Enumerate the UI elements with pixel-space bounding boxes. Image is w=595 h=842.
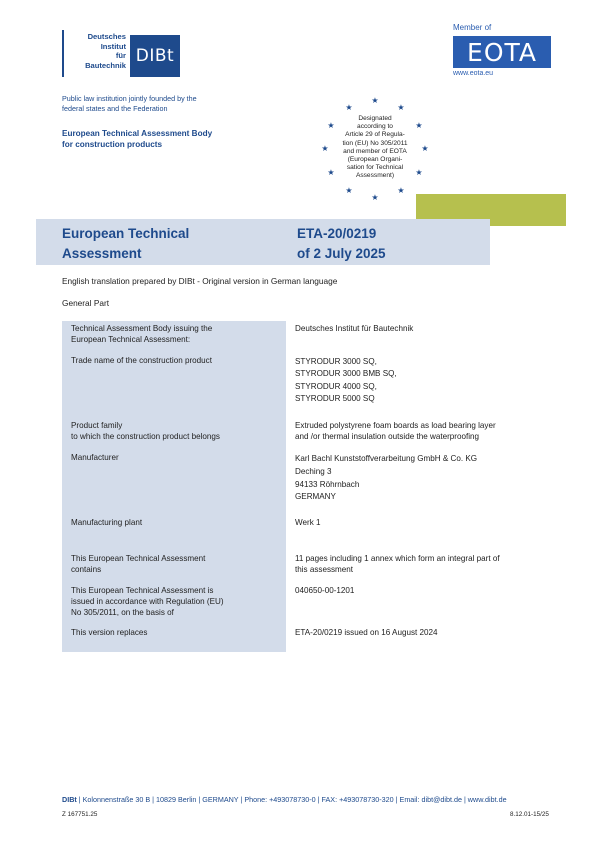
dibt-logo-bar [62, 30, 64, 77]
star-icon: ★ [327, 168, 335, 177]
designation-line: Assessment) [355, 172, 395, 180]
row-value-line: GERMANY [295, 492, 336, 502]
dibt-name-line: Bautechnik [85, 60, 126, 70]
row-value-line: ETA-20/0219 issued on 16 August 2024 [295, 628, 438, 637]
row-value-line: 94133 Röhrnbach [295, 479, 360, 489]
institution-line: Public law institution jointly founded by the [62, 94, 197, 103]
star-icon: ★ [345, 186, 353, 195]
eota-url: www.eota.eu [453, 70, 494, 77]
row-value-line: 040650-00-1201 [295, 586, 355, 595]
star-icon: ★ [327, 121, 335, 130]
row-label-line: Manufacturer [71, 453, 119, 462]
star-icon: ★ [371, 193, 379, 202]
star-icon: ★ [421, 144, 429, 153]
row-value-line: STYRODUR 5000 SQ [295, 393, 375, 403]
row-value [295, 453, 570, 504]
row-value [295, 356, 570, 405]
designation-line: Designated [358, 115, 392, 122]
star-icon: ★ [415, 168, 423, 177]
footer-address [62, 795, 553, 804]
designation-line: according to [357, 123, 393, 131]
eta-number: ETA-20/0219 [297, 226, 377, 241]
section-label: General Part [62, 298, 110, 308]
row-value-line: 11 pages including 1 annex which form an integral part of [295, 554, 500, 563]
star-icon: ★ [321, 144, 329, 153]
eota-member-label: Member of [453, 23, 492, 32]
eota-logo-mark: EOTA [453, 36, 551, 68]
row-label-line: Manufacturing plant [71, 518, 143, 527]
star-icon: ★ [345, 103, 353, 112]
dibt-logo-mark: DIBt [130, 35, 180, 77]
dibt-name-line: Deutsches [87, 32, 126, 41]
row-label [71, 628, 281, 639]
row-label-line: This version replaces [71, 628, 148, 637]
row-label-line: Product family [71, 421, 123, 430]
row-label-line: European Technical Assessment: [71, 334, 191, 344]
designation-line: sation for Technical [346, 164, 404, 172]
star-icon: ★ [397, 186, 405, 195]
document-code-right: 8.12.01-15/25 [510, 811, 549, 818]
row-label-line: This European Technical Assessment [71, 554, 206, 563]
eta-number-title [297, 224, 386, 264]
star-icon: ★ [415, 121, 423, 130]
institution-line: federal states and the Federation [62, 104, 168, 113]
document-code-left: Z 167751.25 [62, 811, 98, 818]
designation-text [333, 115, 417, 181]
row-label [71, 421, 281, 443]
row-value-line: Deching 3 [295, 466, 332, 476]
dibt-name-line: für [115, 51, 126, 60]
row-value-line: STYRODUR 3000 BMB SQ, [295, 369, 397, 379]
row-value [295, 628, 570, 639]
dibt-logo-name [66, 32, 126, 70]
document-type-line: European Technical [62, 226, 190, 241]
row-value-line: Extruded polystyrene foam boards as load bearing layer [295, 421, 496, 430]
document-type-line: Assessment [62, 246, 142, 261]
footer-text: | Kolonnenstraße 30 B | 10829 Berlin | GERMANY | Phone: +493078730-0 | FAX: +493078730-320 | Email: dibt@dibt.de | www.dibt.de [76, 795, 507, 804]
designation-line: tion (EU) No 305/2011 [342, 139, 408, 147]
row-label-line: to which the construction product belongs [71, 431, 220, 441]
footer-brand: DIBt [62, 795, 77, 804]
star-icon: ★ [371, 96, 379, 105]
row-value-line: Werk 1 [295, 518, 321, 527]
row-label-line: Trade name of the construction product [71, 356, 212, 365]
row-value [295, 421, 570, 443]
designation-line: and member of EOTA [343, 147, 407, 155]
row-value [295, 518, 570, 529]
row-label-line: No 305/2011, on the basis of [71, 607, 174, 617]
dibt-name-line: Institut [100, 41, 126, 51]
row-value [295, 324, 570, 335]
row-label-line: Technical Assessment Body issuing the [71, 324, 213, 333]
row-value-line: Karl Bachl Kunststoffverarbeitung GmbH & Co. KG [295, 454, 478, 463]
row-value-line: Deutsches Institut für Bautechnik [295, 324, 414, 333]
row-label [71, 453, 281, 464]
document-type-title [62, 224, 189, 264]
row-value-line: STYRODUR 4000 SQ, [295, 381, 377, 391]
designation-line: Article 29 of Regula- [345, 131, 405, 139]
assessment-body-line: for construction products [62, 140, 163, 149]
row-label [71, 518, 281, 529]
row-value-line: STYRODUR 3000 SQ, [295, 357, 377, 366]
row-label-line: This European Technical Assessment is [71, 586, 214, 595]
row-label [71, 356, 281, 367]
designation-line: (European Organi- [347, 156, 403, 164]
translation-note: English translation prepared by DIBt - Original version in German language [62, 276, 338, 286]
row-value [295, 586, 570, 597]
row-label [71, 586, 281, 618]
assessment-body-line: European Technical Assessment Body [62, 129, 213, 138]
row-value-line: this assessment [295, 564, 354, 574]
row-label [71, 554, 281, 576]
row-value [295, 554, 570, 576]
eta-date: of 2 July 2025 [297, 246, 386, 261]
row-label-line: issued in accordance with Regulation (EU) [71, 596, 224, 606]
row-label [71, 324, 281, 346]
star-icon: ★ [397, 103, 405, 112]
row-value-line: and /or thermal insulation outside the waterproofing [295, 431, 480, 441]
row-label-line: contains [71, 564, 102, 574]
